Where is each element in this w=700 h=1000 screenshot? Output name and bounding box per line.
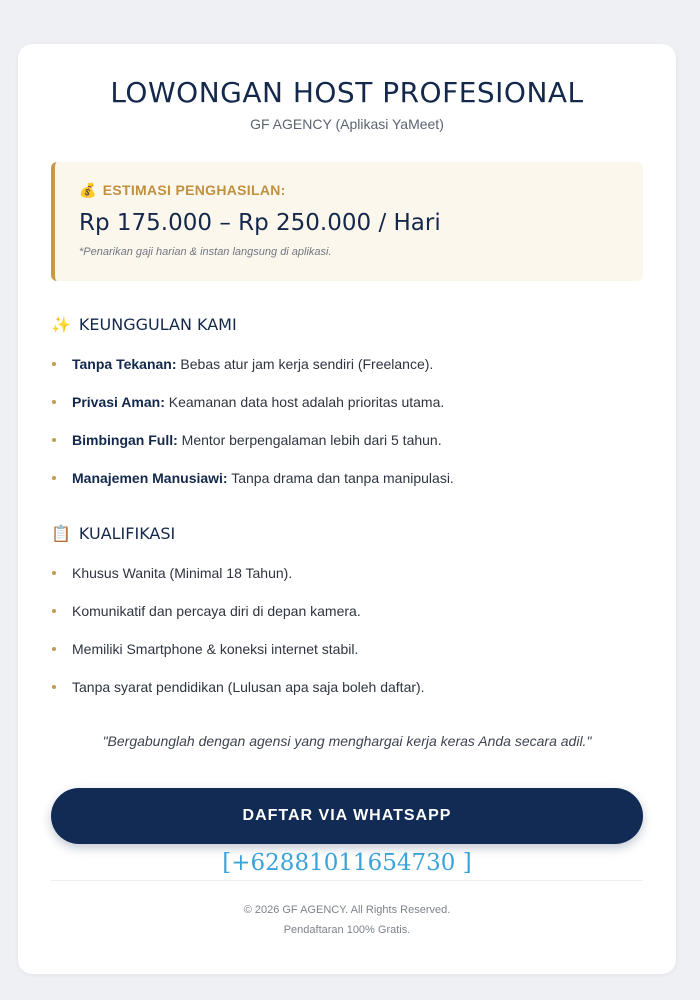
job-card [18,44,676,974]
quote: "Bergabunglah dengan agensi yang menghargai kerja keras Anda secara adil." [102,733,592,749]
clipboard-icon: 📋 [51,524,71,543]
list-item [51,468,454,506]
divider [51,880,643,881]
page-subtitle: GF AGENCY (Aplikasi YaMeet) [250,116,444,132]
list-item [51,392,454,430]
salary-box [51,162,643,281]
list-item-strong: Privasi Aman: [72,394,165,410]
salary-amount: Rp 175.000 – Rp 250.000 / Hari [79,210,441,236]
footer-note: Pendaftaran 100% Gratis. [283,924,411,936]
list-item: Tanpa syarat pendidikan (Lulusan apa saja boleh daftar). [51,677,425,715]
qualifications-heading-row [51,524,175,543]
qualifications-list [51,563,425,715]
advantages-heading-row [51,315,237,334]
money-bag-icon: 💰 [79,182,97,198]
salary-note: *Penarikan gaji harian & instan langsung di aplikasi. [79,246,332,258]
list-item-strong: Manajemen Manusiawi: [72,470,228,486]
salary-label-row [79,182,286,199]
list-item-text: Mentor berpengalaman lebih dari 5 tahun. [177,432,442,448]
list-item [51,354,454,392]
list-item: Khusus Wanita (Minimal 18 Tahun). [51,563,425,601]
phone-number[interactable]: [+62881011654730 ] [222,850,472,876]
sparkles-icon: ✨ [51,315,71,334]
page-title: LOWONGAN HOST PROFESIONAL [110,76,584,109]
advantages-heading: KEUNGGULAN KAMI [78,315,237,334]
list-item-text: Keamanan data host adalah prioritas utama. [164,394,445,410]
salary-label: ESTIMASI PENGHASILAN: [102,182,286,198]
list-item: Komunikatif dan percaya diri di depan kamera. [51,601,425,639]
list-item [51,430,454,468]
qualifications-heading: KUALIFIKASI [78,524,176,543]
list-item: Memiliki Smartphone & koneksi internet stabil. [51,639,425,677]
register-whatsapp-button[interactable]: DAFTAR VIA WHATSAPP [51,788,643,844]
footer-copyright: © 2026 GF AGENCY. All Rights Reserved. [243,904,451,916]
list-item-text: Bebas atur jam kerja sendiri (Freelance). [176,356,434,372]
advantages-list [51,354,454,506]
list-item-text: Tanpa drama dan tanpa manipulasi. [227,470,454,486]
list-item-strong: Tanpa Tekanan: [72,356,177,372]
list-item-strong: Bimbingan Full: [72,432,178,448]
